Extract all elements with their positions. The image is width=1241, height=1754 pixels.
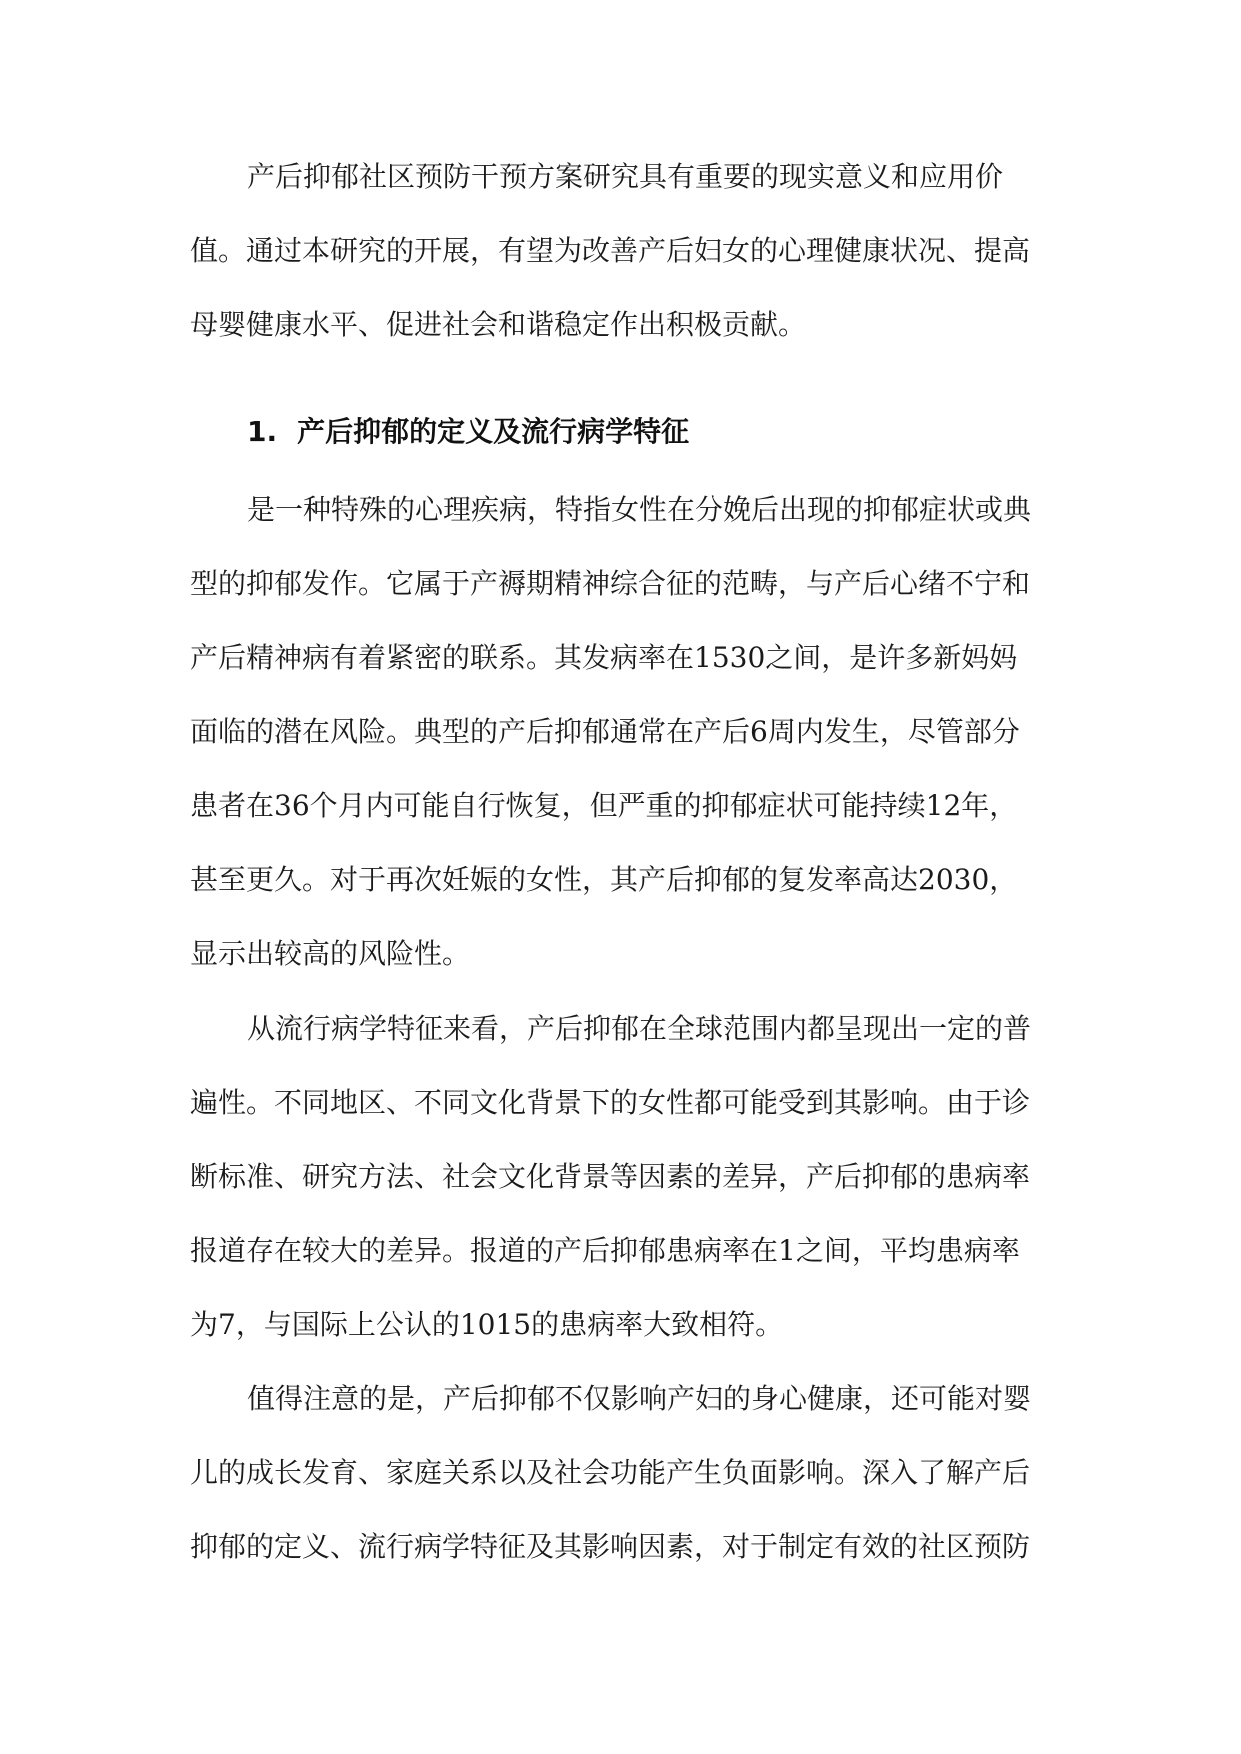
paragraph-line: 型的抑郁发作。它属于产褥期精神综合征的范畴，与产后心绪不宁和 (190, 567, 1031, 600)
paragraph-line: 是一种特殊的心理疾病，特指女性在分娩后出现的抑郁症状或典 (247, 493, 1032, 526)
paragraph-line: 产后抑郁社区预防干预方案研究具有重要的现实意义和应用价 (247, 160, 1004, 193)
paragraph-impact (190, 1362, 1052, 1584)
paragraph-line: 为7，与国际上公认的1015的患病率大致相符。 (190, 1308, 784, 1341)
paragraph-line: 报道存在较大的差异。报道的产后抑郁患病率在1之间，平均患病率 (190, 1234, 1020, 1267)
paragraph-line: 从流行病学特征来看，产后抑郁在全球范围内都呈现出一定的普 (247, 1012, 1032, 1045)
paragraph-definition (190, 473, 1052, 991)
intro-paragraph (190, 140, 1052, 362)
paragraph-line: 显示出较高的风险性。 (190, 937, 471, 970)
paragraph-line: 值。通过本研究的开展，有望为改善产后妇女的心理健康状况、提高 (190, 234, 1031, 267)
section-title: 产后抑郁的定义及流行病学特征 (297, 415, 690, 448)
paragraph-line: 产后精神病有着紧密的联系。其发病率在1530之间，是许多新妈妈 (190, 641, 1018, 674)
paragraph-line: 遍性。不同地区、不同文化背景下的女性都可能受到其影响。由于诊 (190, 1086, 1031, 1119)
paragraph-line: 值得注意的是，产后抑郁不仅影响产妇的身心健康，还可能对婴 (247, 1382, 1032, 1415)
paragraph-epidemiology (190, 992, 1052, 1362)
paragraph-line: 患者在36个月内可能自行恢复，但严重的抑郁症状可能持续12年， (190, 789, 1018, 822)
paragraph-line: 甚至更久。对于再次妊娠的女性，其产后抑郁的复发率高达2030， (190, 863, 1018, 896)
section-number: 1. (247, 415, 278, 448)
paragraph-line: 断标准、研究方法、社会文化背景等因素的差异，产后抑郁的患病率 (190, 1160, 1031, 1193)
paragraph-line: 面临的潜在风险。典型的产后抑郁通常在产后6周内发生，尽管部分 (190, 715, 1020, 748)
paragraph-line: 儿的成长发育、家庭关系以及社会功能产生负面影响。深入了解产后 (190, 1456, 1031, 1489)
paragraph-line: 抑郁的定义、流行病学特征及其影响因素，对于制定有效的社区预防 (190, 1530, 1031, 1563)
section-heading (247, 402, 689, 462)
paragraph-line: 母婴健康水平、促进社会和谐稳定作出积极贡献。 (190, 308, 807, 341)
